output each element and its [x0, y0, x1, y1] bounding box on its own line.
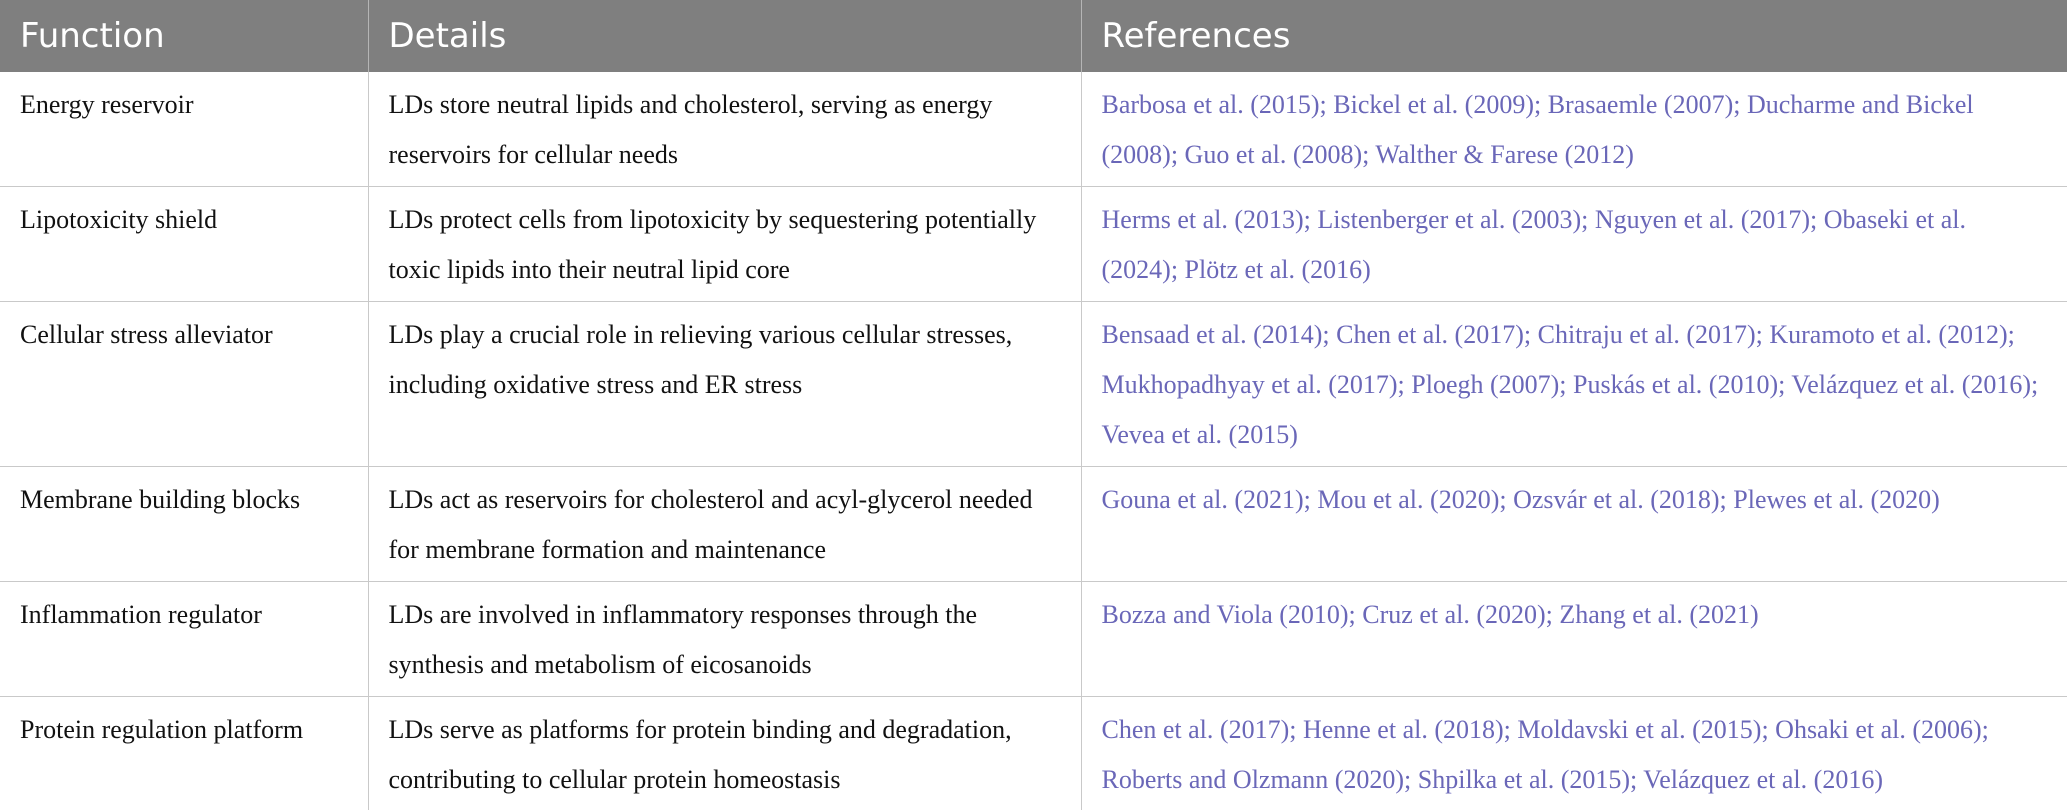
- table-body: [0, 72, 2067, 810]
- cell-function: Energy reservoir: [0, 72, 368, 187]
- cell-references[interactable]: Chen et al. (2017); Henne et al. (2018); Moldavski et al. (2015); Ohsaki et al. (2006); Roberts and Olzmann (2020); Shpilka et al. (2015); Velázquez et al. (2016): [1081, 697, 2067, 810]
- cell-function: Membrane building blocks: [0, 467, 368, 582]
- table-header: [0, 0, 2067, 72]
- table-row: [0, 302, 2067, 467]
- header-details: Details: [368, 0, 1081, 72]
- cell-references[interactable]: Herms et al. (2013); Listenberger et al. (2003); Nguyen et al. (2017); Obaseki et al. (2024); Plötz et al. (2016): [1081, 187, 2067, 302]
- table-row: [0, 467, 2067, 582]
- cell-function: Inflammation regulator: [0, 582, 368, 697]
- cell-details: LDs serve as platforms for protein binding and degradation, contributing to cellular protein homeostasis: [368, 697, 1081, 810]
- cell-details: LDs play a crucial role in relieving various cellular stresses, including oxidative stress and ER stress: [368, 302, 1081, 467]
- cell-details: LDs protect cells from lipotoxicity by sequestering potentially toxic lipids into their neutral lipid core: [368, 187, 1081, 302]
- header-row: [0, 0, 2067, 72]
- cell-details: LDs act as reservoirs for cholesterol and acyl-glycerol needed for membrane formation and maintenance: [368, 467, 1081, 582]
- cell-details: LDs store neutral lipids and cholesterol, serving as energy reservoirs for cellular needs: [368, 72, 1081, 187]
- table-row: [0, 72, 2067, 187]
- header-references: References: [1081, 0, 2067, 72]
- header-function: Function: [0, 0, 368, 72]
- cell-references[interactable]: Bozza and Viola (2010); Cruz et al. (2020); Zhang et al. (2021): [1081, 582, 2067, 697]
- cell-function: Protein regulation platform: [0, 697, 368, 810]
- table-row: [0, 582, 2067, 697]
- cell-details: LDs are involved in inflammatory responses through the synthesis and metabolism of eicosanoids: [368, 582, 1081, 697]
- cell-references[interactable]: Gouna et al. (2021); Mou et al. (2020); Ozsvár et al. (2018); Plewes et al. (2020): [1081, 467, 2067, 582]
- cell-references[interactable]: Barbosa et al. (2015); Bickel et al. (2009); Brasaemle (2007); Ducharme and Bickel (2008); Guo et al. (2008); Walther & Farese (2012): [1081, 72, 2067, 187]
- table-row: [0, 697, 2067, 810]
- cell-function: Lipotoxicity shield: [0, 187, 368, 302]
- table-row: [0, 187, 2067, 302]
- cell-function: Cellular stress alleviator: [0, 302, 368, 467]
- cell-references[interactable]: Bensaad et al. (2014); Chen et al. (2017); Chitraju et al. (2017); Kuramoto et al. (2012); Mukhopadhyay et al. (2017); Ploegh (2007); Puskás et al. (2010); Velázquez et al. (2016); Vevea et al. (2015): [1081, 302, 2067, 467]
